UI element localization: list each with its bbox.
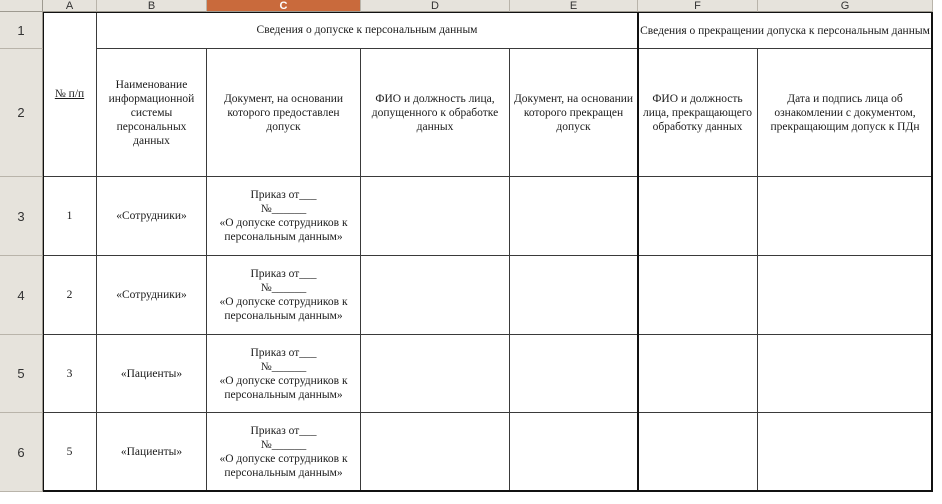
cell-b4[interactable]: «Сотрудники»	[97, 256, 207, 335]
cell-a6[interactable]: 5	[43, 413, 97, 492]
cell-a4[interactable]: 2	[43, 256, 97, 335]
cell-f5[interactable]	[638, 335, 758, 413]
row-header-3[interactable]: 3	[0, 177, 43, 256]
cell-e4[interactable]	[510, 256, 638, 335]
cell-a3[interactable]: 1	[43, 177, 97, 256]
cell-a5[interactable]: 3	[43, 335, 97, 413]
column-header-f[interactable]: F	[638, 0, 758, 12]
column-header-b[interactable]: B	[97, 0, 207, 12]
cell-f4[interactable]	[638, 256, 758, 335]
row-header-6[interactable]: 6	[0, 413, 43, 492]
cell-d5[interactable]	[361, 335, 510, 413]
cell-b5[interactable]: «Пациенты»	[97, 335, 207, 413]
header-person-admitted[interactable]: ФИО и должность лица, допущенного к обработке данных	[361, 49, 510, 177]
cell-g6[interactable]	[758, 413, 933, 492]
cell-b6[interactable]: «Пациенты»	[97, 413, 207, 492]
select-all-corner[interactable]	[0, 0, 43, 12]
row-header-4[interactable]: 4	[0, 256, 43, 335]
column-header-d[interactable]: D	[361, 0, 510, 12]
cell-f3[interactable]	[638, 177, 758, 256]
cell-g4[interactable]	[758, 256, 933, 335]
cell-f6[interactable]	[638, 413, 758, 492]
cell-c5[interactable]: Приказ от___ №______ «О допуске сотрудников к персональным данным»	[207, 335, 361, 413]
header-number-label: № п/п	[54, 88, 85, 100]
group-divider	[637, 12, 639, 492]
header-acquaintance[interactable]: Дата и подпись лица об ознакомлении с документом, прекращающим допуск к ПДн	[758, 49, 933, 177]
cell-c4[interactable]: Приказ от___ №______ «О допуске сотрудников к персональным данным»	[207, 256, 361, 335]
header-group-access[interactable]: Сведения о допуске к персональным данным	[97, 12, 638, 49]
column-header-c[interactable]: C	[207, 0, 361, 12]
row-header-1[interactable]: 1	[0, 12, 43, 49]
cell-c6[interactable]: Приказ от___ №______ «О допуске сотрудников к персональным данным»	[207, 413, 361, 492]
table-grid	[43, 12, 933, 492]
column-header-e[interactable]: E	[510, 0, 638, 12]
cell-g3[interactable]	[758, 177, 933, 256]
header-number[interactable]	[43, 12, 97, 177]
cell-d6[interactable]	[361, 413, 510, 492]
row-header-2[interactable]: 2	[0, 49, 43, 177]
cell-e5[interactable]	[510, 335, 638, 413]
header-person-terminating[interactable]: ФИО и должность лица, прекращающего обработку данных	[638, 49, 758, 177]
cell-e3[interactable]	[510, 177, 638, 256]
header-system-name[interactable]: Наименование информационной системы персональных данных	[97, 49, 207, 177]
cell-g5[interactable]	[758, 335, 933, 413]
header-document-basis[interactable]: Документ, на основании которого предоставлен допуск	[207, 49, 361, 177]
header-group-termination[interactable]: Сведения о прекращении допуска к персональным данным	[638, 12, 933, 49]
cell-b3[interactable]: «Сотрудники»	[97, 177, 207, 256]
cell-d3[interactable]	[361, 177, 510, 256]
cell-e6[interactable]	[510, 413, 638, 492]
cell-d4[interactable]	[361, 256, 510, 335]
row-header-5[interactable]: 5	[0, 335, 43, 413]
column-header-g[interactable]: G	[758, 0, 933, 12]
header-document-termination[interactable]: Документ, на основании которого прекращен допуск	[510, 49, 638, 177]
cell-c3[interactable]: Приказ от___ №______ «О допуске сотрудников к персональным данным»	[207, 177, 361, 256]
column-header-a[interactable]: A	[43, 0, 97, 12]
